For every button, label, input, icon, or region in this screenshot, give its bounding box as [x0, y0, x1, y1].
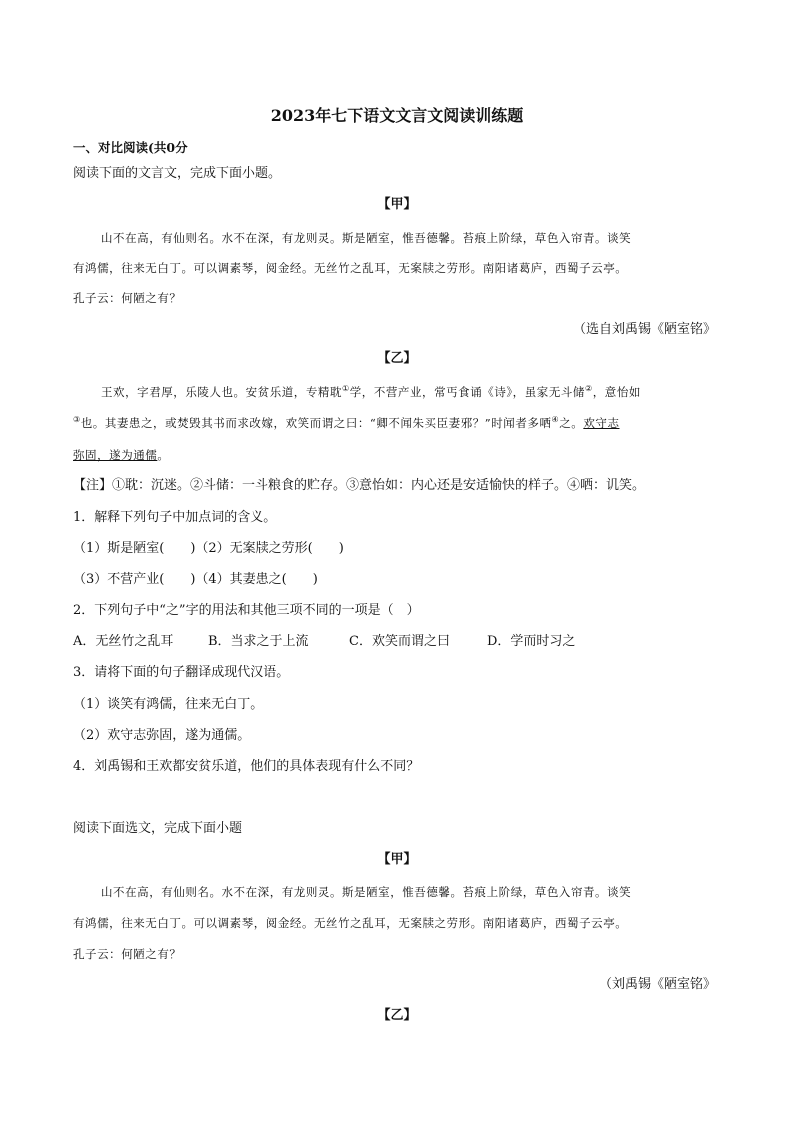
yi-line-2	[73, 414, 620, 432]
jia-1-line-2: 有鸿儒，往来无白丁。可以调素琴，阅金经。无丝竹之乱耳，无案牍之劳形。南阳诸葛庐，西蜀子云亭。	[73, 261, 628, 275]
question-2-option-a: A．无丝竹之乱耳	[73, 634, 174, 649]
question-1-row-1: （1）斯是陋室( )（2）无案牍之劳形( )	[73, 541, 344, 556]
instruction-2: 阅读下面选文，完成下面小题	[73, 821, 243, 836]
yi-line-1-c: ，意怡如	[592, 385, 641, 399]
yi-line-3-end: 。	[157, 448, 170, 462]
jia-2-line-2: 有鸿儒，往来无白丁。可以调素琴，阅金经。无丝竹之乱耳，无案牍之劳形。南阳诸葛庐，西蜀子云亭。	[73, 916, 628, 930]
note-mark-3: ③	[73, 415, 81, 425]
jia-2-source: （刘禹锡《陋室铭》	[598, 977, 716, 992]
question-2-option-d: D．学而时习之	[487, 634, 576, 649]
label-jia-1: 【甲】	[377, 197, 417, 212]
question-2-option-b: B．当求之于上流	[208, 634, 309, 649]
yi-line-1-b: 学，不营产业，常丐食诵《诗》，虽家无斗储	[349, 385, 585, 399]
yi-line-2-b: 之。	[559, 416, 584, 430]
label-jia-2: 【甲】	[377, 852, 417, 867]
question-3: 3．请将下面的句子翻译成现代汉语。	[73, 665, 290, 680]
instruction-1: 阅读下面的文言文，完成下面小题。	[73, 166, 282, 181]
jia-1-source: （选自刘禹锡《陋室铭》	[572, 322, 716, 337]
page-title: 2023年七下语文文言文阅读训练题	[270, 106, 524, 125]
jia-1-line-3: 孔子云：何陋之有？	[73, 291, 182, 305]
question-1: 1．解释下列句子中加点词的含义。	[73, 510, 277, 525]
yi-line-1	[101, 383, 641, 401]
section-heading: 一、对比阅读(共0分	[73, 140, 188, 155]
label-yi-1: 【乙】	[377, 351, 417, 366]
label-yi-2: 【乙】	[377, 1008, 417, 1023]
note-mark-1: ①	[342, 384, 350, 394]
yi-line-1-a: 王欢，字君厚，乐陵人也。安贫乐道，专精耽	[101, 385, 342, 399]
jia-2-line-1: 山不在高，有仙则名。水不在深，有龙则灵。斯是陋室，惟吾德馨。苔痕上阶绿，草色入帘青。谈笑	[101, 885, 632, 899]
jia-2-line-3: 孔子云：何陋之有？	[73, 947, 182, 961]
question-1-row-2: （3）不营产业( )（4）其妻患之( )	[73, 572, 318, 587]
question-2-option-c: C．欢笑而谓之曰	[349, 634, 450, 649]
yi-underlined-end: 弥固，遂为通儒	[73, 448, 158, 462]
note-mark-2: ②	[584, 384, 593, 394]
yi-line-3	[73, 446, 169, 464]
question-2: 2．下列句子中“之”字的用法和其他三项不同的一项是（ ）	[73, 603, 420, 618]
question-4: 4．刘禹锡和王欢都安贫乐道，他们的具体表现有什么不同？	[73, 759, 420, 774]
question-3-row-2: （2）欢守志弥固，遂为通儒。	[73, 728, 251, 743]
yi-underlined-start: 欢守志	[583, 416, 620, 430]
note-mark-4: ④	[551, 415, 560, 425]
annotation-note: 【注】①耽：沉迷。②斗储：一斗粮食的贮存。③意怡如：内心还是安适愉快的样子。④哂：讥笑。	[73, 478, 646, 493]
question-3-row-1: （1）谈笑有鸿儒，往来无白丁。	[73, 697, 264, 712]
jia-1-line-1: 山不在高，有仙则名。水不在深，有龙则灵。斯是陋室，惟吾德馨。苔痕上阶绿，草色入帘青。谈笑	[101, 231, 632, 245]
yi-line-2-a: 也。其妻患之，或焚毁其书而求改嫁，欢笑而谓之曰：“卿不闻朱买臣妻邪？”时闻者多哂	[80, 416, 552, 430]
